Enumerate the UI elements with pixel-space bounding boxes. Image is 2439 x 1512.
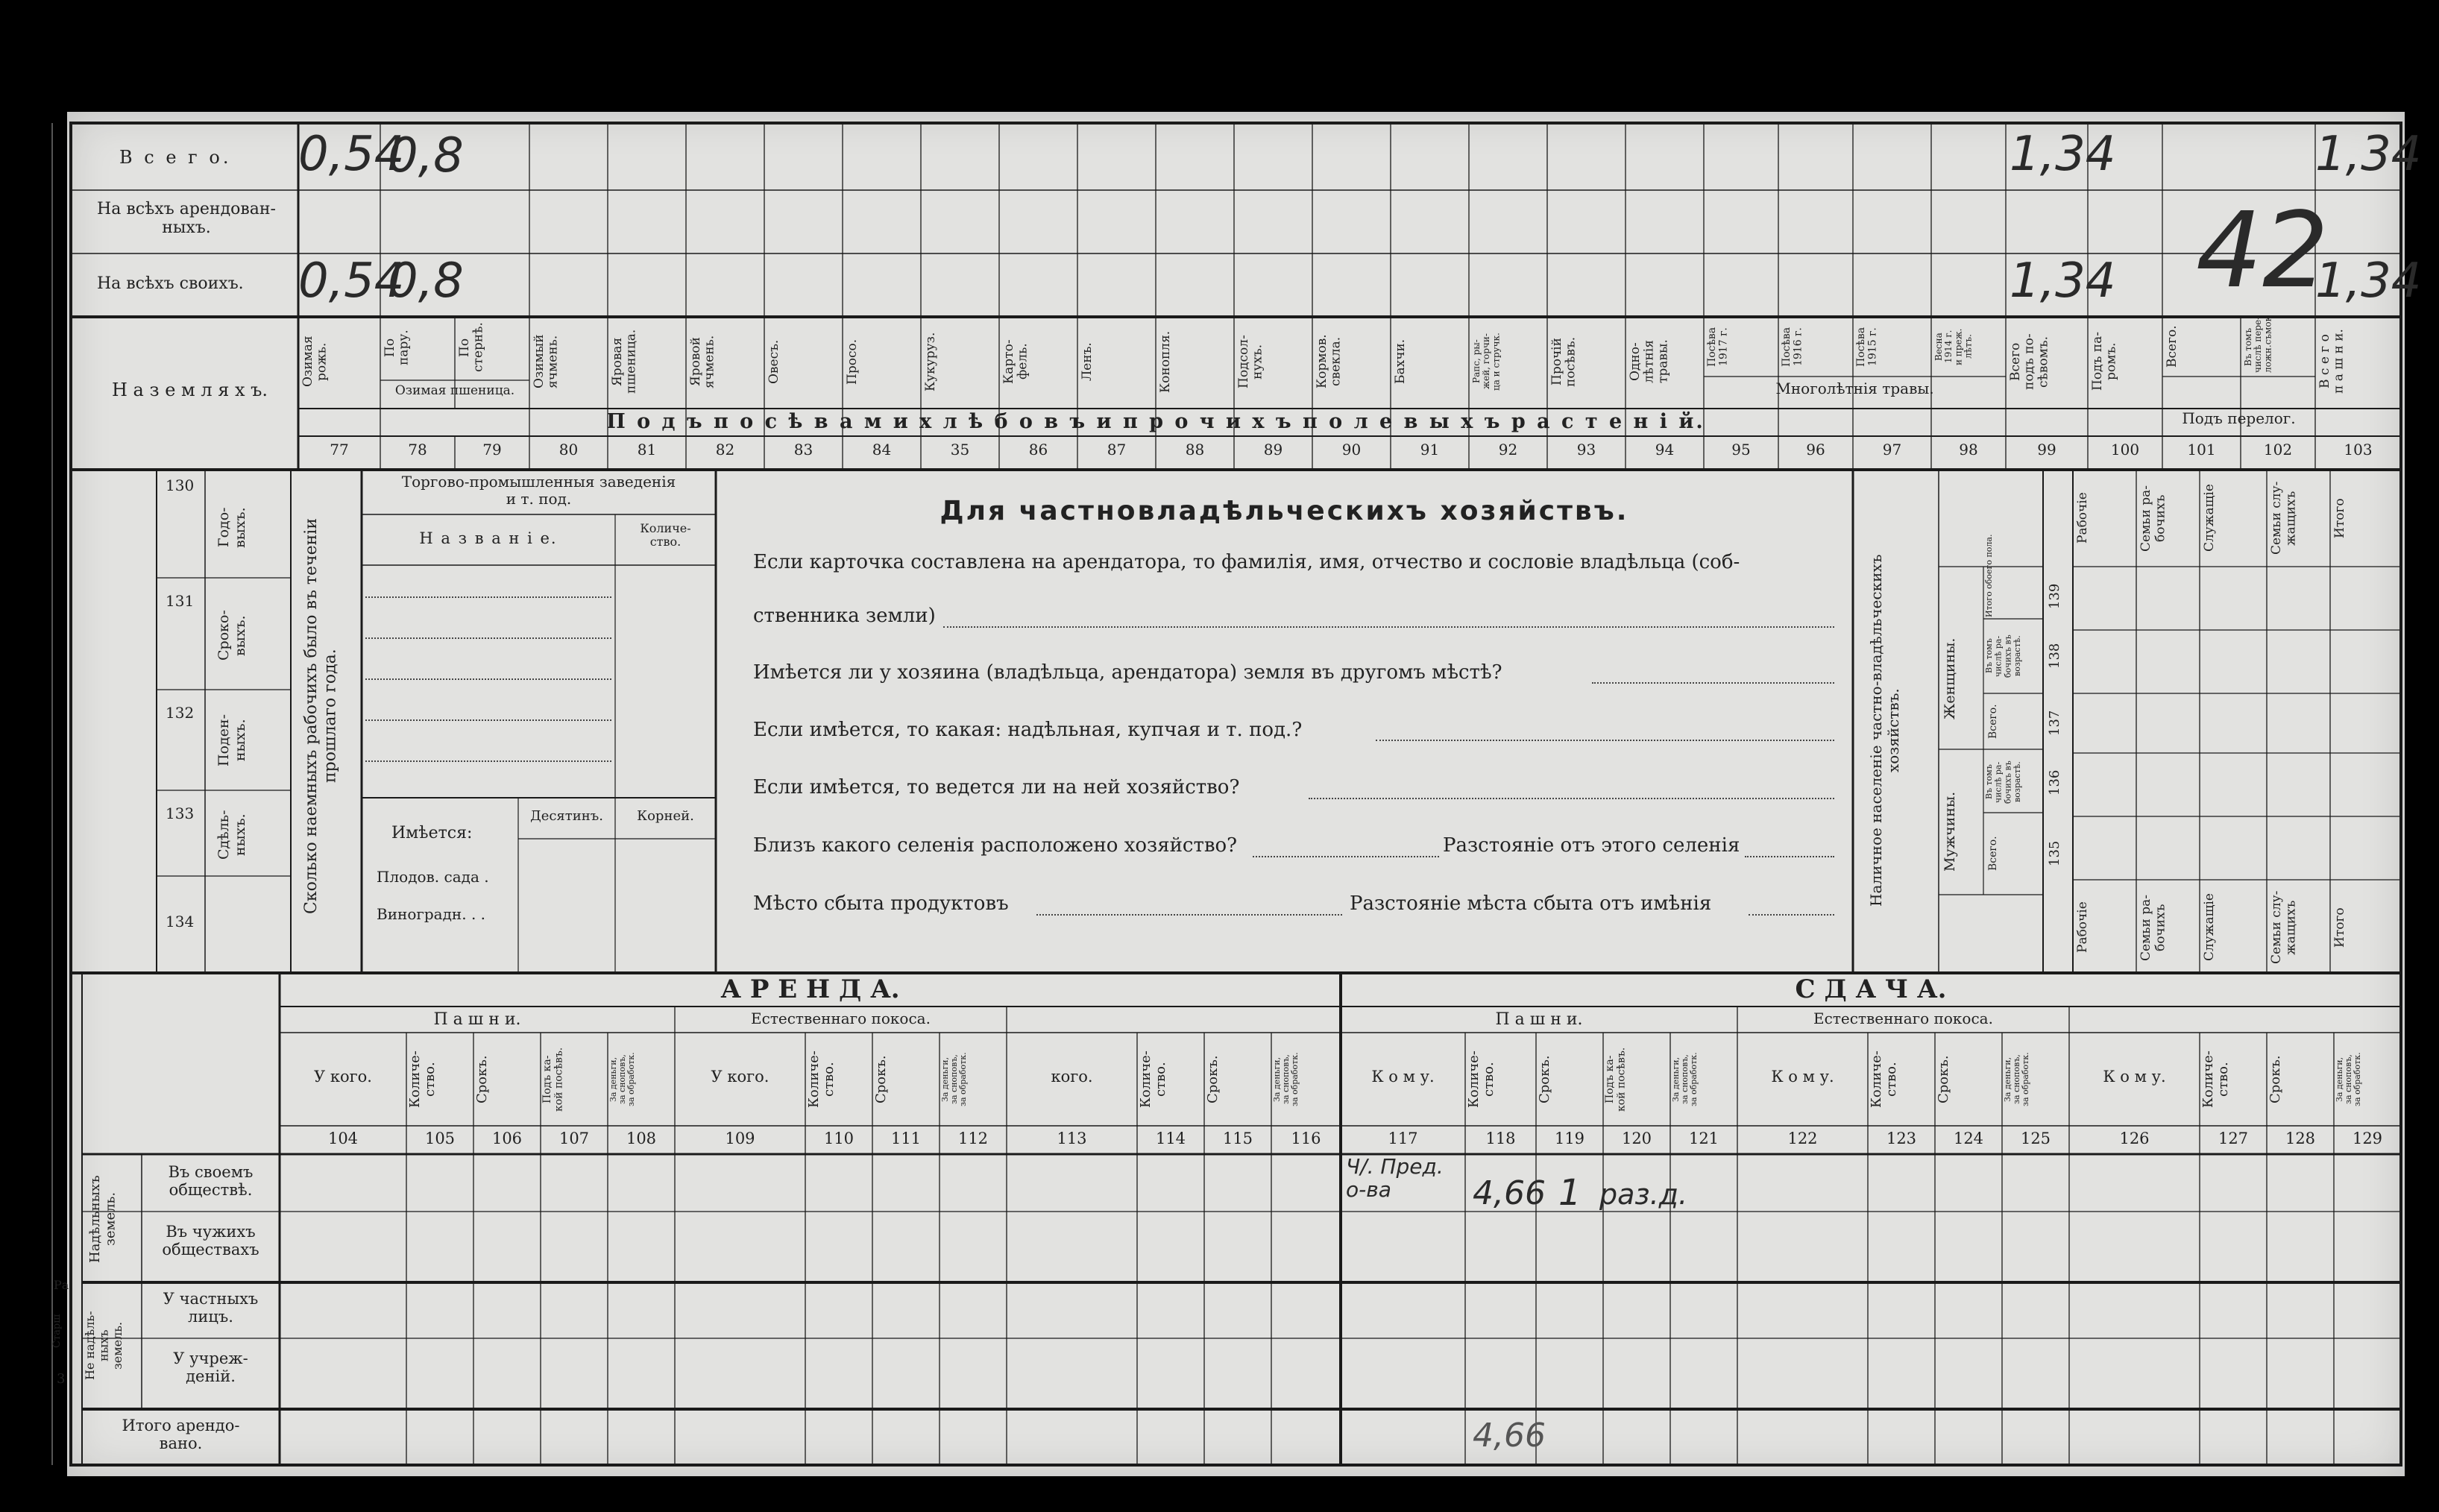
bottom-col-header: Количе- ство.: [1869, 1050, 1899, 1109]
muzhchiny-label: Мужчины.: [1942, 791, 1958, 872]
q6a-answer-line: [1036, 914, 1342, 916]
torg-row-line: [365, 678, 611, 680]
top-col-number: 102: [2263, 441, 2293, 459]
bottom-col-header: У кого.: [711, 1068, 770, 1086]
torg-row-line: [365, 719, 611, 721]
top-col-header: Карто- фель.: [1001, 339, 1030, 384]
bottom-col-number: 118: [1485, 1130, 1516, 1147]
hw-itogo-kol: 4,66: [1473, 1417, 1546, 1455]
q4: Если имѣется, то ведется ли на ней хозяйство?: [753, 776, 1240, 798]
top-col-header: В с е г о п а ш н и.: [2317, 329, 2347, 394]
top-col-number: 95: [1731, 441, 1751, 459]
top-col-header: Въ томъ числѣ пере- ложн.съмок: [2243, 315, 2273, 373]
top-col-header: Просо.: [845, 338, 860, 385]
top-col-header: Яровая пшеница.: [610, 329, 639, 394]
top-col-number: 103: [2344, 441, 2373, 459]
hw-svoih-paru: 0,8: [388, 253, 464, 309]
right-col-header-top: Итого: [2332, 498, 2347, 538]
bottom-col-header: За деньги, за сноповъ, за обработк.: [608, 1052, 637, 1107]
top-col-header: Рапс, ры- жей, горчи- ца и стручк.: [1471, 333, 1502, 391]
arenda-estest: Естественнаго покоса.: [751, 1009, 931, 1027]
bottom-col-number: 114: [1155, 1130, 1186, 1147]
row-uchrezhdeniy: У учреж- деній.: [173, 1349, 248, 1386]
bottom-col-number: 104: [327, 1130, 359, 1147]
top-col-header: Всего.: [2165, 325, 2180, 368]
margin-starsh: Старш: [51, 1314, 63, 1348]
imeetsya-label: Имѣется:: [391, 824, 473, 842]
bottom-col-number: 120: [1621, 1130, 1652, 1147]
bottom-col-header: К о м у.: [1771, 1068, 1834, 1086]
pod-posevami-banner: П о д ъ п о с ѣ в а м и х л ѣ б о в ъ и п р о ч и х ъ п о л е в ы х ъ р а с т е н і й.: [606, 410, 1705, 433]
pop-num-138: 138: [2047, 643, 2062, 670]
q1-answer-line: [943, 626, 1834, 628]
kolichestvo-header: Количе- ство.: [640, 521, 691, 549]
top-col-number: 87: [1107, 441, 1127, 459]
bottom-col-number: 126: [2119, 1130, 2150, 1147]
pop-num-137: 137: [2047, 710, 2062, 737]
hw-svoih-103: 1,34: [2315, 253, 2422, 309]
plodov-label: Плодов. сада .: [377, 868, 489, 886]
bottom-col-header: кого.: [1051, 1068, 1093, 1086]
bottom-col-number: 122: [1787, 1130, 1818, 1147]
top-col-header: Всего подъ по- сѣвомъ.: [2008, 333, 2051, 390]
top-col-number: 78: [408, 441, 427, 459]
desyatin-header: Десятинъ.: [530, 808, 603, 824]
bottom-col-number: 105: [424, 1130, 456, 1147]
pod-perelog-label: Подъ перелог.: [2182, 409, 2296, 427]
hw-vsego-paru: 0,8: [388, 128, 464, 183]
right-col-header-bottom: Семьи слу- жащихъ: [2269, 890, 2299, 965]
bottom-col-number: 121: [1688, 1130, 1719, 1147]
q4-answer-line: [1309, 798, 1834, 799]
row-vsego-label: В с е г о.: [119, 147, 232, 168]
right-col-header-bottom: Итого: [2332, 907, 2347, 948]
bottom-col-number: 117: [1388, 1130, 1418, 1147]
bottom-col-number: 107: [558, 1130, 590, 1147]
row-svoih-label: На всѣхъ своихъ.: [97, 274, 244, 293]
right-col-header-bottom: Служащіе: [2202, 893, 2217, 962]
right-col-header-top: Семьи ра- бочихъ: [2139, 485, 2168, 552]
col-sdelnyh: Сдѣль- ныхъ.: [215, 810, 248, 860]
bottom-col-number: 115: [1222, 1130, 1253, 1147]
bottom-col-header: Срокъ.: [1205, 1055, 1221, 1104]
top-col-number: 97: [1882, 441, 1902, 459]
top-col-number: 96: [1806, 441, 1825, 459]
hw-svoih-99: 1,34: [2010, 253, 2116, 309]
bottom-col-header: К о м у.: [2103, 1068, 2166, 1086]
right-col-header-top: Служащіе: [2202, 484, 2217, 552]
bottom-col-header: Подъ ка- кой посѣвъ.: [1604, 1047, 1628, 1112]
pop-num-139: 139: [2047, 583, 2062, 610]
hw-sdacha-za: раз.д.: [1599, 1178, 1688, 1211]
col-godovyh: Годо- выхъ.: [215, 507, 248, 548]
mnogoletnie-label: Многолѣтнія травы.: [1775, 379, 1934, 397]
bottom-col-header: Срокъ.: [2268, 1055, 2283, 1104]
q1b: ственника земли): [753, 605, 936, 627]
bottom-col-header: За деньги, за сноповъ, за обработк.: [2335, 1052, 2363, 1107]
hw-big-number: 42: [2196, 190, 2329, 312]
bottom-col-header: Срокъ.: [873, 1055, 889, 1104]
nazvanie-header: Н а з в а н і е.: [419, 529, 558, 547]
hw-sdacha-srok: 1: [1558, 1172, 1582, 1214]
bottom-col-number: 112: [957, 1130, 989, 1147]
margin-pa: Ра: [54, 1278, 69, 1292]
bottom-col-header: Срокъ.: [1537, 1055, 1552, 1104]
q6b: Разстояніе мѣста сбыта отъ имѣнія: [1350, 892, 1712, 915]
q3: Если имѣется, то какая: надѣльная, купчая и т. под.?: [753, 719, 1303, 741]
bottom-col-header: За деньги, за сноповъ, за обработк.: [1272, 1052, 1300, 1107]
bottom-col-number: 129: [2352, 1130, 2383, 1147]
top-col-number: 81: [637, 441, 657, 459]
top-col-header: Посѣва 1916 г.: [1781, 327, 1804, 367]
bottom-col-number: 111: [890, 1130, 922, 1147]
top-col-header: Посѣва 1917 г.: [1706, 327, 1730, 367]
col-132-num: 132: [166, 704, 195, 722]
top-col-number: 93: [1576, 441, 1596, 459]
top-col-header: Подъ па- ромъ.: [2090, 332, 2119, 391]
top-col-header: Яровой ячмень.: [688, 335, 717, 388]
bottom-col-header: Количе- ство.: [2200, 1050, 2231, 1109]
bottom-col-number: 108: [626, 1130, 657, 1147]
right-col-header-bottom: Семьи ра- бочихъ: [2139, 894, 2168, 961]
naemnye-label: Сколько наемныхъ рабочихъ было въ теченіи прошлаго года.: [302, 517, 340, 914]
q2: Имѣется ли у хозяина (владѣльца, арендатора) земля въ другомъ мѣстѣ?: [753, 661, 1502, 684]
q1a: Если карточка составлена на арендатора, то фамилія, имя, отчество и сословіе владѣльца (соб-: [753, 551, 1740, 573]
korney-header: Корней.: [637, 808, 694, 824]
q6a: Мѣсто сбыта продуктовъ: [753, 892, 1009, 915]
bottom-col-number: 110: [823, 1130, 855, 1147]
bottom-col-number: 125: [2020, 1130, 2051, 1147]
top-col-number: 82: [715, 441, 735, 459]
row-arend-label: На всѣхъ арендован- ныхъ.: [97, 200, 276, 238]
bottom-col-header: Срокъ.: [1936, 1055, 1951, 1104]
top-col-header: Кормов. свекла.: [1315, 334, 1344, 389]
bottom-col-number: 123: [1886, 1130, 1917, 1147]
hw-vsego-99: 1,34: [2010, 127, 2116, 182]
q5a-answer-line: [1253, 856, 1439, 857]
hw-sdacha-kol: 4,66: [1473, 1174, 1546, 1212]
zhenshchiny-label: Женщины.: [1942, 637, 1958, 719]
col-130-num: 130: [166, 476, 195, 494]
bottom-col-number: 113: [1057, 1130, 1087, 1147]
ozimaya-pshenitsa-label: Озимая пшеница.: [394, 383, 515, 398]
bottom-col-number: 109: [725, 1130, 755, 1147]
top-col-number: 86: [1028, 441, 1048, 459]
top-col-number: 92: [1498, 441, 1518, 459]
row-svoem-obshchestve: Въ своемъ обществѣ.: [168, 1163, 254, 1200]
q5b-answer-line: [1745, 856, 1834, 857]
torg-row-line: [365, 760, 611, 762]
bottom-col-number: 119: [1554, 1130, 1585, 1147]
row-itogo-arendovano: Итого арендо- вано.: [122, 1417, 240, 1453]
bottom-col-number: 116: [1291, 1130, 1321, 1147]
q5b: Разстояніе отъ этого селенія: [1443, 834, 1740, 857]
bottom-col-header: Подъ ка- кой посѣвъ.: [541, 1047, 565, 1112]
top-col-header: Конопля.: [1158, 330, 1173, 393]
top-col-header: Весна 1914 г. и преж. лѣтъ.: [1933, 328, 1974, 365]
arenda-title: А Р Е Н Д А.: [720, 974, 900, 1004]
top-col-header: Прочій посѣвъ.: [1549, 336, 1579, 387]
nalichnoe-label: Наличное населеніе частно-владѣльческихъ хозяйствъ.: [1867, 554, 1902, 907]
top-col-number: 91: [1420, 441, 1440, 459]
torg-title: Торгово-промышленныя заведенія и т. под.: [401, 473, 676, 508]
bottom-col-number: 106: [491, 1130, 523, 1147]
q5a: Близъ какого селенія расположено хозяйство?: [753, 834, 1238, 857]
top-col-number: 89: [1263, 441, 1283, 459]
hw-vsego-103: 1,34: [2315, 127, 2422, 182]
q6b-answer-line: [1749, 914, 1834, 916]
top-col-number: 101: [2187, 441, 2216, 459]
bottom-col-header: Количе- ство.: [407, 1050, 438, 1109]
torg-row-line: [365, 637, 611, 639]
row-na-zemlyah-label: Н а з е м л я х ъ.: [112, 379, 268, 400]
top-col-number: 100: [2110, 441, 2140, 459]
bottom-col-header: За деньги, за сноповъ, за обработк.: [2003, 1052, 2031, 1107]
nadel-zemel-label: Надѣльныхъ земель.: [87, 1175, 119, 1263]
muzh-vsego-label: Всего.: [1987, 836, 1999, 872]
right-col-header-top: Семьи слу- жащихъ: [2269, 481, 2299, 555]
torg-row-line: [365, 596, 611, 598]
top-col-number: 77: [330, 441, 349, 459]
itogo-oboego-label: Итого обоего пола.: [1984, 534, 1994, 617]
row-chastnyh-lits: У частныхъ лицъ.: [163, 1290, 259, 1326]
bottom-col-header: За деньги, за сноповъ, за обработк.: [940, 1052, 969, 1107]
zhen-vsego-label: Всего.: [1987, 704, 1999, 739]
row-chuzhih-obshchestvah: Въ чужихъ обществахъ: [162, 1223, 259, 1259]
right-col-header-top: Рабочіе: [2075, 492, 2090, 544]
bottom-col-header: Срокъ.: [474, 1055, 490, 1104]
top-col-number: 83: [793, 441, 813, 459]
col-131-num: 131: [166, 592, 195, 610]
bottom-col-header: Количе- ство.: [1466, 1050, 1497, 1109]
arenda-pashni: П а ш н и.: [433, 1010, 521, 1029]
top-col-number: 79: [482, 441, 502, 459]
bottom-col-header: К о м у.: [1371, 1068, 1435, 1086]
top-col-number: 84: [872, 441, 892, 459]
top-col-header: По стернѣ.: [457, 322, 486, 373]
pop-num-136: 136: [2047, 769, 2062, 796]
top-col-header: Озимый ячмень.: [532, 334, 561, 389]
top-col-number: 35: [950, 441, 970, 459]
bottom-col-number: 128: [2285, 1130, 2316, 1147]
top-col-number: 99: [2037, 441, 2056, 459]
top-col-header: Одно- лѣтнія травы.: [1628, 339, 1671, 384]
top-col-header: Подсол- нухъ.: [1236, 335, 1265, 388]
col-podennyh: Поден- ныхъ.: [215, 714, 248, 766]
q3-answer-line: [1376, 740, 1834, 741]
center-title: Для частновладѣльческихъ хозяйствъ.: [940, 496, 1629, 526]
pop-num-135: 135: [2047, 840, 2062, 867]
top-col-number: 80: [558, 441, 579, 459]
top-col-number: 88: [1185, 441, 1205, 459]
hw-vsego-ozim: 0,54: [298, 127, 405, 182]
top-col-number: 98: [1959, 441, 1978, 459]
bottom-col-number: 127: [2218, 1130, 2249, 1147]
ne-nadel-label: Не надѣль- ныхъ земель.: [83, 1311, 125, 1381]
col-133-num: 133: [166, 804, 195, 822]
sdacha-pashni: П а ш н и.: [1495, 1010, 1583, 1029]
sdacha-estest: Естественнаго покоса.: [1813, 1009, 1993, 1027]
hw-sdacha-komu: Ч/. Пред. о-ва: [1346, 1154, 1444, 1202]
top-col-header: Ленъ.: [1080, 342, 1095, 381]
bottom-col-header: Количе- ство.: [1138, 1050, 1168, 1109]
bottom-col-header: У кого.: [314, 1068, 372, 1086]
sdacha-title: С Д А Ч А.: [1795, 974, 1947, 1004]
top-col-header: Посѣва 1915 г.: [1855, 327, 1879, 367]
vinograd-label: Виноградн. . .: [377, 905, 486, 923]
bottom-col-header: Количе- ство.: [806, 1050, 837, 1109]
col-srokovyh: Сроко- выхъ.: [215, 610, 248, 661]
q2-answer-line: [1592, 682, 1834, 684]
top-col-number: 94: [1655, 441, 1675, 459]
bottom-col-number: 124: [1953, 1130, 1984, 1147]
right-col-header-bottom: Рабочіе: [2075, 901, 2090, 954]
bottom-col-header: За деньги, за сноповъ, за обработк.: [1671, 1052, 1699, 1107]
top-col-header: По пару.: [383, 330, 412, 365]
top-col-header: Озимая рожь.: [300, 336, 330, 388]
col-134-num: 134: [166, 913, 195, 930]
top-col-header: Кукуруз.: [923, 332, 938, 391]
muzh-v-tom-label: Въ томъ числѣ ра- бочихъ въ возрастѣ.: [1984, 760, 2022, 804]
top-col-header: Бахчи.: [1393, 338, 1408, 385]
zhen-v-tom-label: Въ томъ числѣ ра- бочихъ въ возрастѣ.: [1984, 634, 2022, 678]
top-col-header: Овесъ.: [767, 339, 781, 384]
top-col-number: 90: [1341, 441, 1362, 459]
margin-three: 3: [57, 1371, 66, 1387]
hw-svoih-ozim: 0,54: [298, 253, 405, 309]
